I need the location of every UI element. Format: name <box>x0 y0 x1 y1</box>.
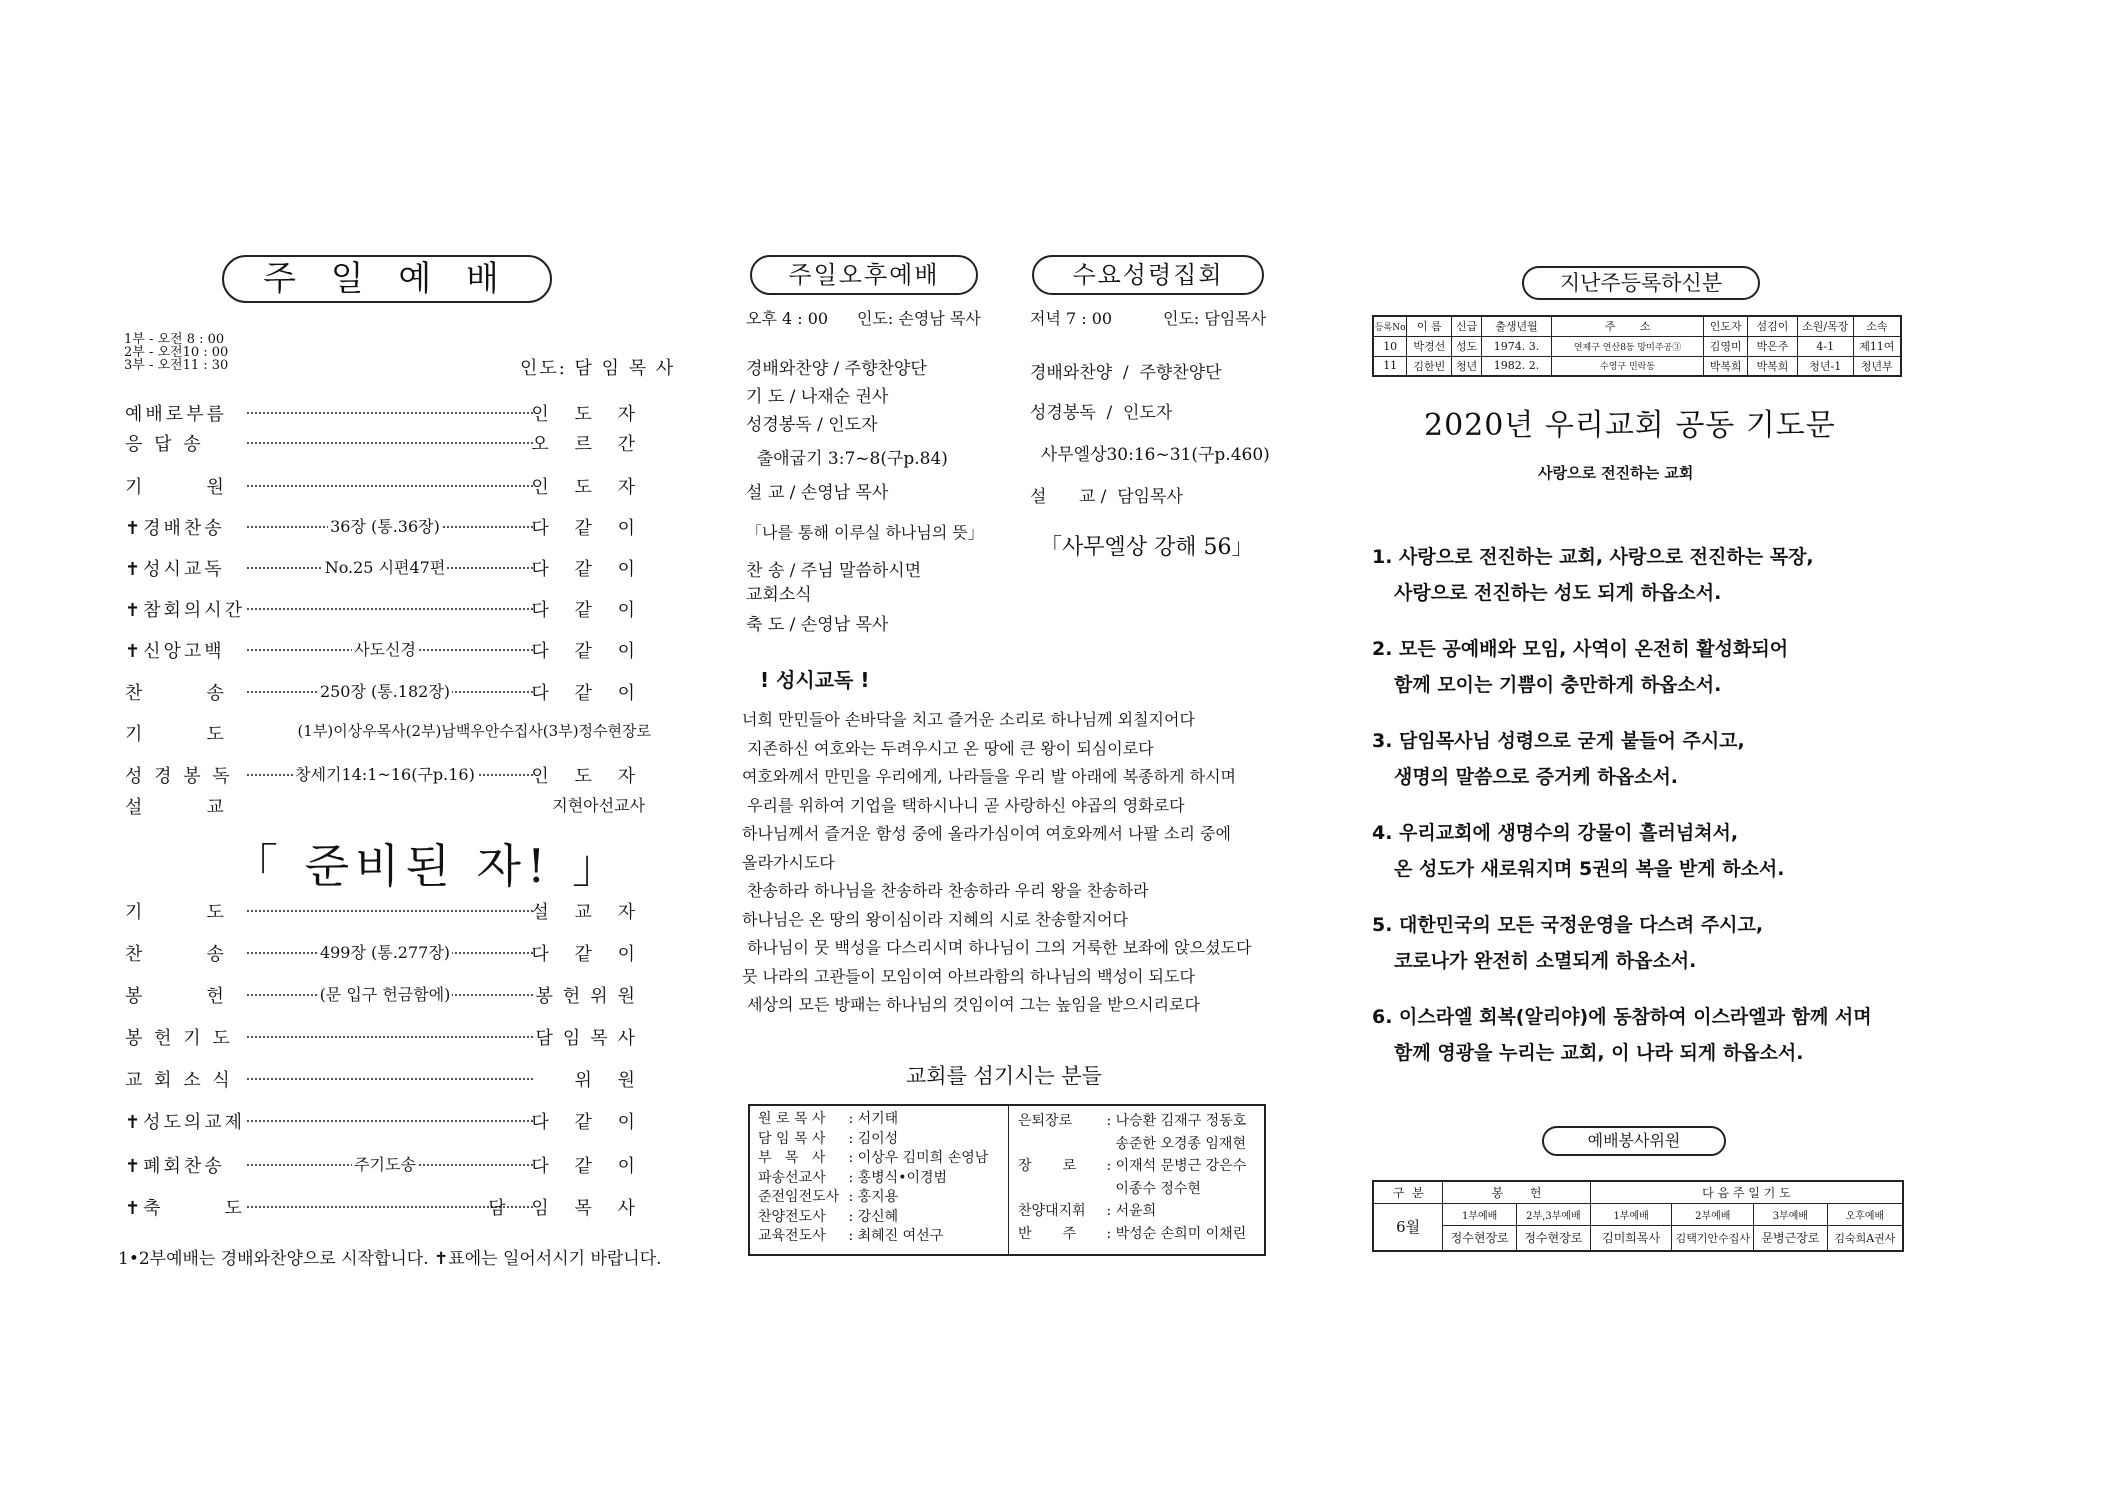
cell: 박복희 <box>1748 356 1798 376</box>
order-label: 기 원 <box>125 477 227 498</box>
cell: 4-1 <box>1797 336 1853 356</box>
cell: 청년 <box>1452 356 1482 376</box>
main-service-title: 주 일 예 배 <box>222 255 552 303</box>
sub-header: 2부예배 <box>1672 1203 1754 1225</box>
order-role: 지현아선교사 <box>552 796 645 815</box>
dot-leader <box>247 1036 533 1038</box>
order-label: 교 회 소 식 <box>125 1070 233 1091</box>
order-label: 봉 헌 <box>125 986 227 1007</box>
staff-role: 담 임 목 사 <box>758 1130 826 1147</box>
staff-entry <box>758 1149 988 1169</box>
staff-names: 홍지용 <box>857 1189 899 1205</box>
month-cell: 6월 <box>1373 1203 1443 1251</box>
order-label: 찬 송 <box>125 683 227 704</box>
newcomers-title: 지난주등록하신분 <box>1522 266 1760 300</box>
staff-role: 반 주 <box>1018 1225 1077 1242</box>
order-label: ✝성시교독 <box>125 559 225 580</box>
sub-header: 2부,3부예배 <box>1517 1203 1591 1225</box>
staff-colon <box>1102 1181 1115 1197</box>
staff-names: 박성순 손희미 이채린 <box>1115 1225 1247 1242</box>
afternoon-item: 출애굽기 3:7~8(구p.84) <box>746 449 948 469</box>
staff-left <box>758 1110 988 1247</box>
order-label: ✝성도의교제 <box>125 1112 246 1133</box>
staff-names: 서기태 <box>857 1111 899 1127</box>
order-item <box>125 1152 645 1176</box>
sub-header: 1부예배 <box>1590 1203 1672 1225</box>
order-item <box>125 762 645 786</box>
dot-leader <box>247 608 533 610</box>
order-role: (1부)이상우목사(2부)남백우안수집사(3부)정수현장로 <box>297 722 651 740</box>
order-role: 설 교 자 <box>531 902 645 923</box>
order-item <box>125 400 645 424</box>
order-item <box>125 555 645 579</box>
table-row <box>1373 356 1901 376</box>
staff-names: 이상우 김미희 손영남 <box>857 1150 989 1166</box>
order-label: 응 답 송 <box>125 434 204 455</box>
staff-role: 원 로 목 사 <box>758 1111 826 1127</box>
order-item <box>125 1066 645 1090</box>
staff-right <box>1018 1110 1246 1245</box>
reading-line: 하나님이 뭇 백성을 다스리시며 하나님이 그의 거룩한 보좌에 앉으셨도다 <box>742 938 1252 957</box>
order-detail-text: 250장 (통.182장) <box>319 682 451 701</box>
reading-line: 올라가시도다 <box>742 852 835 872</box>
reading-line: 찬송하라 하나님을 찬송하라 찬송하라 우리 왕을 찬송하라 <box>742 881 1149 900</box>
staff-role: 장 로 <box>1018 1158 1077 1174</box>
cell: 수영구 민락동 <box>1551 356 1703 376</box>
afternoon-item: 성경봉독 / 인도자 <box>746 415 878 435</box>
afternoon-item: 경배와찬양 / 주향찬양단 <box>746 359 927 379</box>
afternoon-item: 축 도 / 손영남 목사 <box>746 615 889 635</box>
order-label: ✝폐회찬송 <box>125 1156 225 1177</box>
dot-leader <box>247 1120 533 1122</box>
reading-line: 우리를 위하여 기업을 택하시나니 곧 사랑하신 야곱의 영화로다 <box>742 795 1185 815</box>
order-item <box>125 679 645 703</box>
col-header: 소속 <box>1853 316 1901 336</box>
staff-names: 최혜진 여선구 <box>857 1228 944 1244</box>
order-detail-text: No.25 시편47편 <box>324 558 446 577</box>
col-header: 출생년월 <box>1482 316 1552 336</box>
cell: 제11여 <box>1853 336 1901 356</box>
order-role: 다 같 이 <box>531 518 645 539</box>
staff-entry <box>758 1208 988 1228</box>
order-label: 설 교 <box>125 797 227 818</box>
staff-role: 교육전도사 <box>758 1228 826 1244</box>
prayer-item-line2: 함께 모이는 기쁨이 충만하게 하옵소서. <box>1394 674 1722 696</box>
order-item <box>125 793 645 817</box>
cell: 김미희목사 <box>1590 1225 1672 1251</box>
wednesday-service-title: 수요성령집회 <box>1032 255 1264 295</box>
order-detail-text: 499장 (통.277장) <box>319 943 451 962</box>
order-item <box>125 1194 645 1218</box>
order-label: 예배로부름 <box>125 404 227 425</box>
staff-colon: : <box>844 1150 858 1166</box>
cell: 김택기안수집사 <box>1672 1225 1754 1251</box>
staff-role: 찬양대지휘 <box>1018 1203 1086 1219</box>
cell: 1982. 2. <box>1482 356 1552 376</box>
col-header: 이 름 <box>1407 316 1452 336</box>
staff-colon: : <box>844 1169 858 1186</box>
order-item <box>125 473 645 497</box>
col-header: 섬김이 <box>1748 316 1798 336</box>
order-role: 다 같 이 <box>531 1156 645 1177</box>
staff-colon: : <box>844 1208 858 1225</box>
sermon-title: 「 준비된 자! 」 <box>232 839 625 893</box>
order-item <box>125 430 645 454</box>
staff-names: 이종수 정수현 <box>1115 1180 1201 1197</box>
prayer-item-line2: 사랑으로 전진하는 성도 되게 하옵소서. <box>1394 582 1722 604</box>
afternoon-service-title: 주일오후예배 <box>750 255 978 295</box>
cell: 김영미 <box>1704 336 1748 356</box>
order-label: ✝축 도 <box>125 1198 245 1219</box>
afternoon-item: 설 교 / 손영남 목사 <box>746 483 889 503</box>
prayer-item-line2: 생명의 말씀으로 증거케 하옵소서. <box>1394 766 1679 788</box>
cell: 11 <box>1373 356 1407 376</box>
reading-line: 여호와께서 만민을 우리에게, 나라들을 우리 발 아래에 복종하게 하시며 <box>742 767 1236 786</box>
order-role: 다 같 이 <box>531 559 645 580</box>
reading-line: 하나님께서 즐거운 함성 중에 올라가심이여 여호와께서 나팔 소리 중에 <box>742 824 1231 843</box>
staff-colon: : <box>1102 1203 1116 1219</box>
reading-line: 뭇 나라의 고관들이 모임이여 아브라함의 하나님의 백성이 되도다 <box>742 966 1195 986</box>
order-item <box>125 982 645 1006</box>
dot-leader <box>247 412 533 414</box>
col-header: 봉 헌 <box>1443 1181 1591 1203</box>
order-label: 봉 헌 기 도 <box>125 1028 233 1049</box>
cell: 박경선 <box>1407 336 1452 356</box>
staff-names: 송준한 오경종 임재현 <box>1115 1135 1246 1152</box>
dot-leader <box>247 485 533 487</box>
prayer-item-line1: 5. 대한민국의 모든 국정운영을 다스려 주시고, <box>1372 914 1764 936</box>
col-header: 인도자 <box>1704 316 1748 336</box>
staff-colon: : <box>1102 1158 1116 1174</box>
service-subheader <box>1373 1203 1903 1225</box>
wednesday-item: 경배와찬양 / 주향찬양단 <box>1030 363 1222 383</box>
order-item <box>125 514 645 538</box>
col-header: 구 분 <box>1373 1181 1443 1203</box>
col-header: 다 음 주 일 기 도 <box>1590 1181 1903 1203</box>
staff-title: 교회를 섬기시는 분들 <box>906 1064 1102 1088</box>
service-committee-title: 예배봉사위원 <box>1542 1126 1726 1156</box>
staff-names: 김이성 <box>857 1130 899 1147</box>
dot-leader <box>247 910 533 912</box>
order-role: 인 도 자 <box>531 477 645 498</box>
staff-entry <box>758 1110 988 1130</box>
reading-line: 세상의 모든 방패는 하나님의 것임이여 그는 높임을 받으시리로다 <box>742 995 1201 1014</box>
prayer-item-line2: 코로나가 완전히 소멸되게 하옵소서. <box>1394 950 1697 972</box>
afternoon-time: 오후 4 : 00 <box>746 309 829 328</box>
order-label: 성 경 봉 독 <box>125 766 233 787</box>
order-detail-text: (문 입구 헌금함에) <box>319 985 451 1004</box>
afternoon-item: 교회소식 <box>746 585 812 605</box>
order-item <box>125 940 645 964</box>
prayer-item-line1: 3. 담임목사님 성령으로 굳게 붙들어 주시고, <box>1372 730 1745 752</box>
col-header: 신급 <box>1452 316 1482 336</box>
order-label: 찬 송 <box>125 944 227 965</box>
cell: 문병근장로 <box>1754 1225 1828 1251</box>
prayer-item-line1: 6. 이스라엘 회복(알리야)에 동참하여 이스라엘과 함께 서며 <box>1372 1006 1872 1028</box>
order-role: 다 같 이 <box>531 1112 645 1133</box>
staff-role: 찬양전도사 <box>758 1208 826 1225</box>
order-label: ✝경배찬송 <box>125 518 225 539</box>
staff-role: 부 목 사 <box>758 1150 826 1166</box>
cell: 성도 <box>1452 336 1482 356</box>
order-role: 인 도 자 <box>531 404 645 425</box>
sub-header: 오후예배 <box>1827 1203 1903 1225</box>
sub-header: 3부예배 <box>1754 1203 1828 1225</box>
order-role: 다 같 이 <box>531 944 645 965</box>
order-detail-text: 창세기14:1~16(구p.16) <box>295 765 475 784</box>
standing-note: 1•2부예배는 경배와찬양으로 시작합니다. ✝표에는 일어서시기 바랍니다. <box>118 1249 662 1269</box>
order-detail-text: 36장 (통.36장) <box>330 517 440 536</box>
staff-colon <box>1102 1136 1115 1152</box>
afternoon-item: 찬 송 / 주님 말씀하시면 <box>746 561 922 581</box>
prayer-item-line2: 함께 영광을 누리는 교회, 이 나라 되게 하옵소서. <box>1394 1042 1804 1064</box>
staff-entry <box>1018 1223 1246 1246</box>
staff-colon: : <box>1102 1225 1116 1242</box>
staff-colon: : <box>844 1228 858 1244</box>
staff-colon: : <box>844 1189 858 1205</box>
wednesday-item: 설 교 / 담임목사 <box>1030 487 1183 507</box>
wednesday-leader: 인도: 담임목사 <box>1163 309 1267 328</box>
staff-divider <box>1008 1106 1009 1254</box>
order-role: 인 도 자 <box>531 766 645 787</box>
order-role: 다 같 이 <box>531 641 645 662</box>
staff-entry <box>1018 1155 1246 1178</box>
staff-entry <box>1018 1110 1246 1133</box>
wednesday-item: 성경봉독 / 인도자 <box>1030 403 1173 423</box>
wednesday-item: 사무엘상30:16~31(구p.460) <box>1030 445 1270 465</box>
table-row <box>1373 336 1901 356</box>
newcomers-header <box>1373 316 1901 336</box>
staff-box <box>748 1104 1266 1256</box>
staff-role: 준전임전도사 <box>758 1189 840 1205</box>
time-3: 3부 - 오전11 : 30 <box>124 358 229 373</box>
order-label: 기 도 <box>125 902 227 923</box>
staff-colon: : <box>844 1111 858 1127</box>
afternoon-leader: 인도: 손영남 목사 <box>857 309 981 328</box>
prayer-item-line1: 4. 우리교회에 생명수의 강물이 흘러넘쳐서, <box>1372 822 1739 844</box>
cell: 박은주 <box>1748 336 1798 356</box>
order-label: 기 도 <box>125 724 227 745</box>
prayer-title: 2020년 우리교회 공동 기도문 <box>1424 408 1836 443</box>
sub-header: 1부예배 <box>1443 1203 1517 1225</box>
col-header: 주 소 <box>1551 316 1703 336</box>
staff-entry <box>1018 1178 1246 1201</box>
order-role: 담 임 목 사 <box>488 1198 645 1219</box>
cell: 청년부 <box>1853 356 1901 376</box>
afternoon-item: 「나를 통해 이루실 하나님의 뜻」 <box>746 523 984 542</box>
order-detail-text: 사도신경 <box>354 640 416 659</box>
service-table <box>1372 1180 1904 1252</box>
staff-names: 이재석 문병근 강은수 <box>1115 1158 1247 1174</box>
wednesday-sermon: 「사무엘상 강해 56」 <box>1040 535 1254 560</box>
newcomers-table <box>1372 315 1902 377</box>
order-role: 다 같 이 <box>531 600 645 621</box>
cell: 1974. 3. <box>1482 336 1552 356</box>
order-role: 위 원 <box>574 1070 645 1091</box>
cell: 정수현장로 <box>1443 1225 1517 1251</box>
time-2: 2부 - 오전10 : 00 <box>124 345 229 360</box>
staff-entry <box>758 1188 988 1208</box>
order-item <box>125 720 651 745</box>
staff-entry <box>758 1227 988 1247</box>
col-header: 등록No <box>1373 316 1407 336</box>
reading-line: 너희 만민들아 손바닥을 치고 즐거운 소리로 하나님께 외칠지어다 <box>742 710 1195 729</box>
staff-role: 은퇴장로 <box>1018 1113 1073 1129</box>
order-role: 담임목사 <box>535 1028 645 1049</box>
staff-colon: : <box>844 1130 858 1147</box>
prayer-item-line1: 1. 사랑으로 전진하는 교회, 사랑으로 전진하는 목장, <box>1372 546 1814 568</box>
order-item <box>125 1024 645 1048</box>
afternoon-item: 기 도 / 나재순 권사 <box>746 387 889 407</box>
staff-names: 홍병식•이경범 <box>857 1169 948 1186</box>
staff-names: 서윤희 <box>1115 1203 1157 1219</box>
reading-line: 하나님은 온 땅의 왕이심이라 지혜의 시로 찬송할지어다 <box>742 909 1129 929</box>
service-times <box>124 333 228 372</box>
reading-line: 지존하신 여호와는 두려우시고 온 땅에 큰 왕이 되심이로다 <box>742 738 1154 758</box>
staff-colon: : <box>1102 1113 1116 1129</box>
staff-names: 나승환 김재구 정동호 <box>1115 1113 1247 1129</box>
staff-entry <box>1018 1200 1246 1223</box>
prayer-item-line1: 2. 모든 공예배와 모임, 사역이 온전히 활성화되어 <box>1372 638 1789 660</box>
order-item <box>125 637 645 661</box>
responsive-reading <box>742 706 1251 1020</box>
staff-role: 파송선교사 <box>758 1169 826 1186</box>
order-item <box>125 1108 645 1132</box>
cell: 김한빈 <box>1407 356 1452 376</box>
order-label: ✝참회의시간 <box>125 600 246 621</box>
prayer-item-line2: 온 성도가 새로워지며 5권의 복을 받게 하소서. <box>1394 858 1785 880</box>
cell: 정수현장로 <box>1517 1225 1591 1251</box>
cell: 청년-1 <box>1797 356 1853 376</box>
wednesday-time: 저녁 7 : 00 <box>1030 309 1113 328</box>
order-role: 오 르 간 <box>531 434 645 455</box>
time-1: 1부 - 오전 8 : 00 <box>124 332 225 347</box>
staff-entry <box>758 1130 988 1150</box>
cell: 10 <box>1373 336 1407 356</box>
main-leader: 인도: 담 임 목 사 <box>520 358 676 379</box>
prayer-subtitle: 사랑으로 전진하는 교회 <box>1538 464 1694 482</box>
col-header: 소원/목장 <box>1797 316 1853 336</box>
staff-entry <box>1018 1133 1246 1156</box>
staff-names: 강신혜 <box>857 1208 899 1225</box>
dot-leader <box>247 442 533 444</box>
order-role: 봉헌위원 <box>535 986 645 1007</box>
responsive-title: ! 성시교독 ! <box>760 668 870 692</box>
order-item <box>125 596 645 620</box>
order-item <box>125 898 645 922</box>
service-header <box>1373 1181 1903 1203</box>
table-row <box>1373 1225 1903 1251</box>
cell: 김숙희A권사 <box>1827 1225 1903 1251</box>
order-detail-text: 주기도송 <box>354 1155 416 1174</box>
cell: 박복희 <box>1704 356 1748 376</box>
order-role: 다 같 이 <box>531 683 645 704</box>
order-label: ✝신앙고백 <box>125 641 225 662</box>
dot-leader <box>247 1078 533 1080</box>
cell: 연제구 연산8동 망미주공③ <box>1551 336 1703 356</box>
staff-entry <box>758 1169 988 1189</box>
